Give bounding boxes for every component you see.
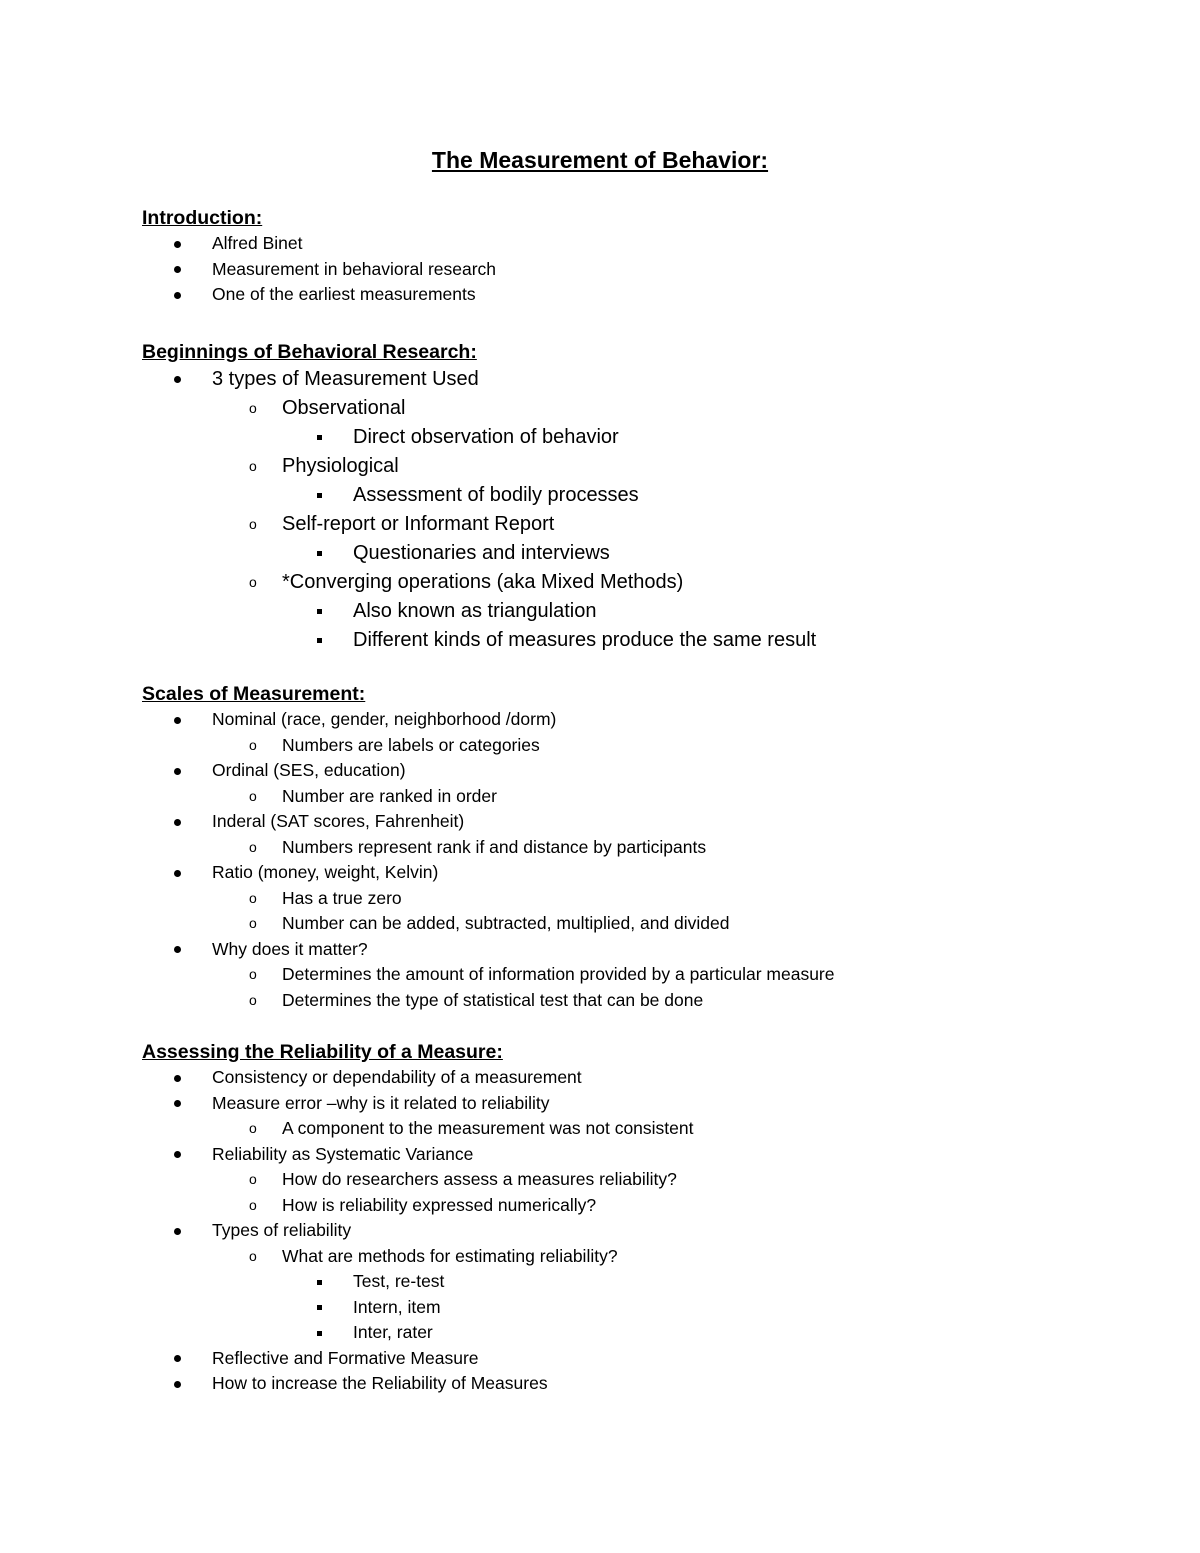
bullet-square-icon: [317, 1320, 322, 1346]
bullet-square-icon: [317, 1305, 322, 1310]
bullet-dot-icon: [174, 768, 181, 775]
list-item-text: Types of reliability: [212, 1220, 352, 1240]
bullet-square-icon: [317, 423, 322, 452]
list-item-text: Different kinds of measures produce the same result: [353, 629, 817, 651]
list-item-text: Numbers are labels or categories: [282, 734, 540, 755]
bullet-square-icon: [317, 1331, 322, 1336]
bullet-circle-icon: o: [249, 915, 257, 931]
bullet-dot-icon: [174, 1100, 181, 1107]
bullet-circle-icon: o: [249, 400, 257, 416]
list-item: [142, 1295, 1142, 1321]
bullet-square-icon: [317, 1280, 322, 1285]
bullet-circle-icon: o: [249, 966, 257, 982]
list-item-text: Intern, item: [353, 1296, 441, 1317]
list-item-text: Alfred Binet: [212, 233, 303, 253]
list-item-text: Determines the type of statistical test that can be done: [282, 989, 704, 1010]
bullet-circle-icon: o: [249, 991, 257, 1008]
bullet-dot-icon: [174, 266, 181, 273]
section-list: [142, 231, 1142, 308]
section-list: [142, 365, 1142, 655]
list-item: [142, 1269, 1142, 1295]
section-beginnings: [142, 339, 1142, 655]
list-item-text: Direct observation of behavior: [353, 426, 619, 448]
list-item: [142, 394, 1142, 423]
bullet-circle-icon: o: [249, 458, 257, 474]
list-item: [142, 1371, 1142, 1397]
section-heading: Introduction:: [142, 207, 263, 229]
bullet-dot-icon: [174, 231, 181, 257]
list-item: [142, 1167, 1142, 1193]
section-heading: Beginnings of Behavioral Research:: [142, 341, 477, 363]
bullet-dot-icon: [174, 365, 181, 394]
list-item: [142, 1091, 1142, 1117]
list-item: [142, 707, 1142, 733]
bullet-circle-icon: o: [249, 1196, 257, 1213]
bullet-dot-icon: [174, 809, 181, 835]
bullet-dot-icon: [174, 1075, 181, 1082]
list-item-text: Test, re-test: [353, 1271, 445, 1291]
bullet-dot-icon: [174, 1371, 181, 1397]
list-item-text: Measurement in behavioral research: [212, 258, 497, 279]
bullet-circle-icon: o: [249, 889, 257, 906]
list-item: [142, 452, 1142, 481]
bullet-square-icon: [317, 609, 322, 614]
list-item: [142, 911, 1142, 937]
bullet-dot-icon: [174, 376, 181, 383]
bullet-square-icon: [317, 539, 322, 568]
bullet-square-icon: [317, 638, 322, 643]
list-item: [142, 568, 1142, 597]
list-item-text: Physiological: [282, 455, 399, 477]
list-item: [142, 784, 1142, 810]
list-item-text: Self-report or Informant Report: [282, 513, 555, 535]
list-item: [142, 988, 1142, 1014]
bullet-square-icon: [317, 1295, 322, 1321]
bullet-circle-icon: o: [249, 574, 257, 590]
bullet-square-icon: [317, 597, 322, 626]
bullet-dot-icon: [174, 1355, 181, 1362]
bullet-dot-icon: [174, 1142, 181, 1168]
bullet-dot-icon: [174, 1151, 181, 1158]
list-item-text: Numbers represent rank if and distance by participants: [282, 836, 707, 857]
list-item: [142, 282, 1142, 308]
list-item-text: Has a true zero: [282, 887, 402, 908]
bullet-circle-icon: o: [249, 516, 257, 532]
bullet-dot-icon: [174, 758, 181, 784]
bullet-dot-icon: [174, 1228, 181, 1235]
bullet-dot-icon: [174, 1091, 181, 1117]
list-item: [142, 809, 1142, 835]
list-item: [142, 597, 1142, 626]
bullet-dot-icon: [174, 819, 181, 826]
list-item: [142, 1320, 1142, 1346]
bullet-dot-icon: [174, 860, 181, 886]
list-item: [142, 1116, 1142, 1142]
list-item-text: Also known as triangulation: [353, 600, 597, 622]
bullet-dot-icon: [174, 282, 181, 308]
list-item-text: Assessment of bodily processes: [353, 484, 639, 506]
bullet-circle-icon: o: [249, 736, 257, 753]
list-item: [142, 231, 1142, 257]
list-item: [142, 1193, 1142, 1219]
bullet-square-icon: [317, 1269, 322, 1295]
list-item: [142, 1218, 1142, 1244]
list-item: [142, 758, 1142, 784]
list-item: [142, 860, 1142, 886]
list-item-text: Ordinal (SES, education): [212, 760, 406, 780]
list-item-text: How do researchers assess a measures reliability?: [282, 1169, 677, 1189]
bullet-dot-icon: [174, 870, 181, 877]
list-item-text: Nominal (race, gender, neighborhood /dorm): [212, 709, 557, 729]
list-item: [142, 835, 1142, 861]
list-item-text: Why does it matter?: [212, 938, 368, 959]
bullet-square-icon: [317, 435, 322, 440]
section-list: [142, 707, 1142, 1013]
list-item-text: Consistency or dependability of a measurement: [212, 1067, 582, 1087]
list-item-text: Questionaries and interviews: [353, 542, 610, 564]
section-scales: [142, 681, 1142, 1013]
bullet-dot-icon: [174, 1218, 181, 1244]
list-item-text: Observational: [282, 397, 406, 419]
section-heading: Assessing the Reliability of a Measure:: [142, 1041, 503, 1063]
list-item-text: One of the earliest measurements: [212, 284, 476, 304]
list-item: [142, 962, 1142, 988]
list-item-text: Number can be added, subtracted, multiplied, and divided: [282, 913, 730, 933]
list-item: [142, 1142, 1142, 1168]
section-reliability: [142, 1039, 1142, 1397]
list-item-text: *Converging operations (aka Mixed Methods): [282, 571, 684, 593]
bullet-circle-icon: o: [249, 838, 257, 855]
list-item-text: What are methods for estimating reliability?: [282, 1245, 618, 1266]
bullet-dot-icon: [174, 1381, 181, 1388]
list-item: [142, 1065, 1142, 1091]
list-item-text: Inderal (SAT scores, Fahrenheit): [212, 811, 465, 831]
bullet-dot-icon: [174, 257, 181, 283]
bullet-dot-icon: [174, 1346, 181, 1372]
list-item: [142, 539, 1142, 568]
bullet-dot-icon: [174, 292, 181, 299]
bullet-square-icon: [317, 493, 322, 498]
bullet-dot-icon: [174, 937, 181, 963]
list-item-text: A component to the measurement was not consistent: [282, 1118, 694, 1138]
list-item-text: Determines the amount of information provided by a particular measure: [282, 964, 835, 984]
bullet-dot-icon: [174, 241, 181, 248]
list-item: [142, 937, 1142, 963]
list-item: [142, 1244, 1142, 1270]
section-introduction: [142, 205, 1142, 308]
list-item-text: Number are ranked in order: [282, 785, 497, 806]
bullet-dot-icon: [174, 707, 181, 733]
list-item: [142, 1346, 1142, 1372]
list-item: [142, 886, 1142, 912]
bullet-circle-icon: o: [249, 1120, 257, 1136]
list-item: [142, 733, 1142, 759]
list-item-text: Reflective and Formative Measure: [212, 1347, 479, 1368]
list-item: [142, 626, 1142, 655]
bullet-circle-icon: o: [249, 787, 257, 804]
list-item: [142, 423, 1142, 452]
bullet-dot-icon: [174, 946, 181, 953]
list-item-text: Inter, rater: [353, 1322, 433, 1342]
bullet-square-icon: [317, 481, 322, 510]
bullet-square-icon: [317, 626, 322, 655]
list-item-text: 3 types of Measurement Used: [212, 368, 479, 390]
bullet-circle-icon: o: [249, 1171, 257, 1187]
list-item: [142, 510, 1142, 539]
list-item: [142, 257, 1142, 283]
bullet-square-icon: [317, 551, 322, 556]
section-list: [142, 1065, 1142, 1397]
list-item-text: Reliability as Systematic Variance: [212, 1143, 474, 1164]
list-item: [142, 365, 1142, 394]
bullet-dot-icon: [174, 717, 181, 724]
list-item: [142, 481, 1142, 510]
list-item-text: Measure error –why is it related to reliability: [212, 1092, 550, 1113]
list-item-text: Ratio (money, weight, Kelvin): [212, 862, 439, 882]
bullet-dot-icon: [174, 1065, 181, 1091]
section-heading: Scales of Measurement:: [142, 683, 366, 705]
bullet-circle-icon: o: [249, 1247, 257, 1264]
list-item-text: How is reliability expressed numerically?: [282, 1194, 597, 1215]
list-item-text: How to increase the Reliability of Measures: [212, 1373, 548, 1393]
document-title: The Measurement of Behavior:: [431, 147, 769, 173]
